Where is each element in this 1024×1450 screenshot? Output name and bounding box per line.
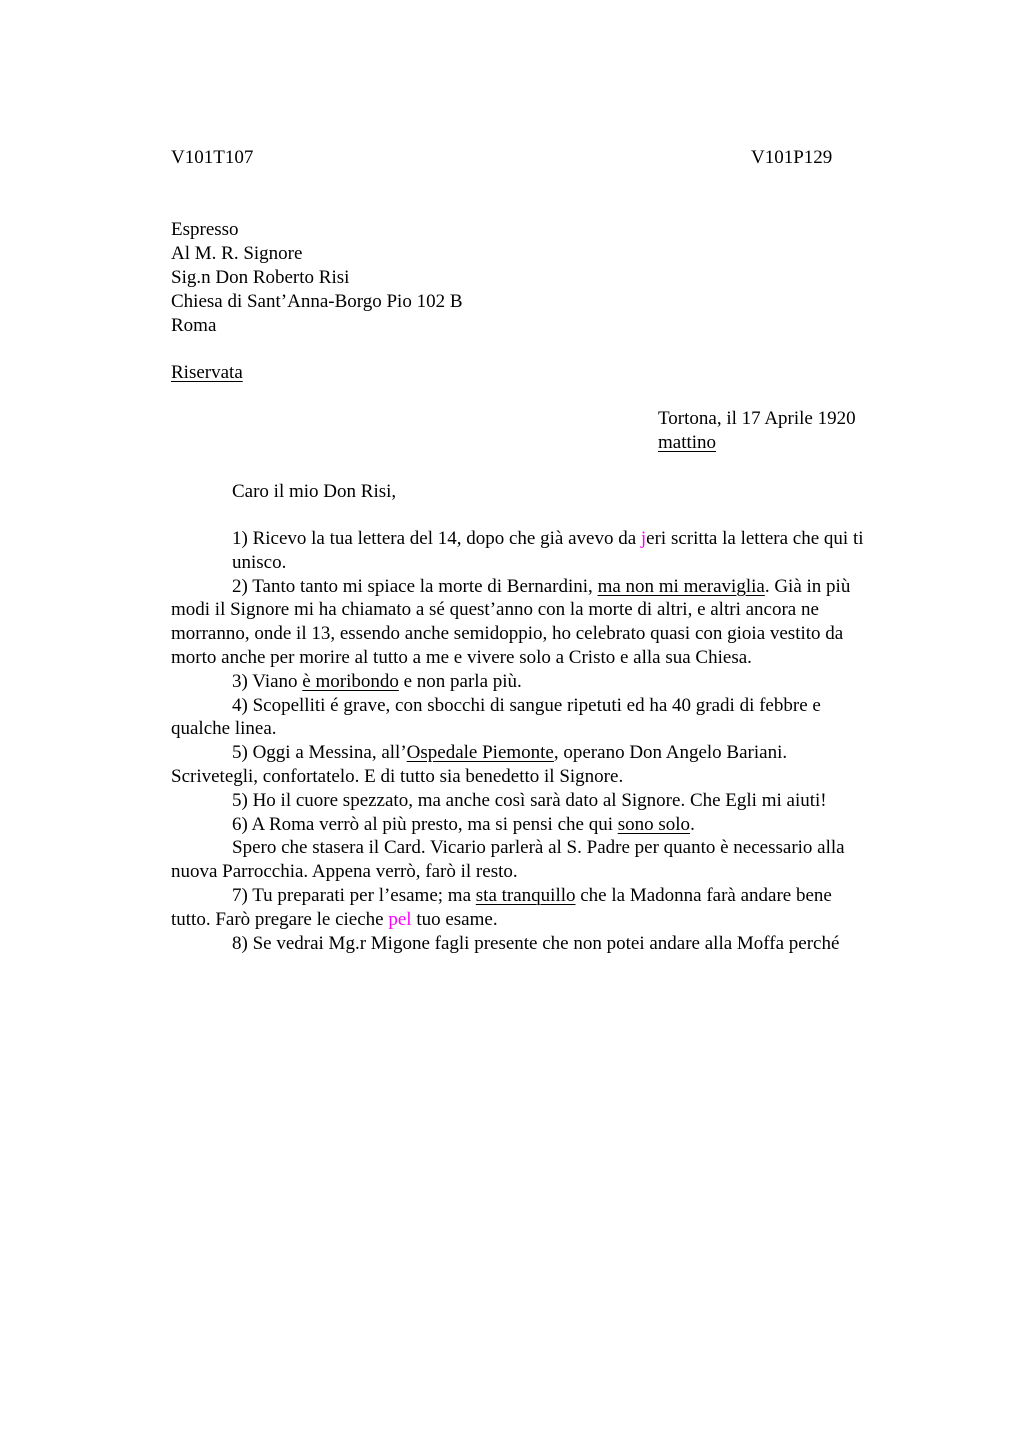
place-date: Tortona, il 17 Aprile 1920 [658, 408, 856, 429]
document-code-right: V101P129 [751, 147, 833, 168]
paragraph-2: 2) Tanto tanto mi spiace la morte di Bernardini, ma non mi meraviglia. Già in più [232, 575, 851, 597]
underlined-text: sta tranquillo [475, 884, 576, 906]
paragraph-7-line: tutto. Farò pregare le cieche pel tuo esame. [171, 908, 498, 930]
address-line: Al M. R. Signore [171, 243, 303, 264]
salutation: Caro il mio Don Risi, [232, 481, 397, 502]
confidential-marking: Riservata [171, 362, 243, 383]
underlined-text: Ospedale Piemonte [406, 742, 554, 764]
paragraph-7: 7) Tu preparati per l’esame; ma sta tranquillo che la Madonna farà andare bene [232, 884, 832, 906]
address-line: Chiesa di Sant’Anna-Borgo Pio 102 B [171, 291, 463, 312]
address-line: Sig.n Don Roberto Risi [171, 267, 350, 288]
paragraph-3: 3) Viano è moribondo e non parla più. [232, 670, 522, 692]
underlined-text: sono solo [617, 813, 691, 835]
address-line: Roma [171, 315, 217, 336]
paragraph-1: 1) Ricevo la tua lettera del 14, dopo che già avevo da jeri scritta la lettera che qui ti [232, 528, 864, 549]
dateline [658, 407, 856, 455]
paragraph-6b: Spero che stasera il Card. Vicario parlerà al S. Padre per quanto è necessario alla [232, 837, 845, 859]
highlighted-text: j [640, 528, 647, 549]
address-line: Espresso [171, 219, 239, 240]
paragraph-2-line: morto anche per morire al tutto a me e vivere solo a Cristo e alla sua Chiesa. [171, 646, 752, 668]
underlined-text: ma non mi meraviglia [597, 575, 765, 597]
underlined-text: è moribondo [302, 670, 399, 692]
paragraph-4-line: qualche linea. [171, 718, 277, 740]
time-of-day: mattino [658, 432, 717, 453]
paragraph-8: 8) Se vedrai Mg.r Migone fagli presente che non potei andare alla Moffa perché [232, 932, 840, 954]
paragraph-5b: 5) Ho il cuore spezzato, ma anche così sarà dato al Signore. Che Egli mi aiuti! [232, 789, 827, 811]
recipient-address [171, 218, 463, 338]
paragraph-1-continued: unisco. [232, 551, 287, 573]
paragraph-6b-line: nuova Parrocchia. Appena verrò, farò il resto. [171, 861, 518, 883]
paragraph-2-line: modi il Signore mi ha chiamato a sé quest’anno con la morte di altri, e altri ancora ne [171, 599, 819, 621]
paragraph-2-line: morranno, onde il 13, essendo anche semidoppio, ho celebrato quasi con gioia vestito da [171, 623, 844, 645]
paragraph-5: 5) Oggi a Messina, all’Ospedale Piemonte, operano Don Angelo Bariani. [232, 742, 788, 764]
letter-body [171, 527, 931, 955]
paragraph-5-line: Scrivetegli, confortatelo. E di tutto sia benedetto il Signore. [171, 765, 624, 787]
highlighted-text: pel [388, 908, 412, 930]
paragraph-6: 6) A Roma verrò al più presto, ma si pensi che qui sono solo. [232, 813, 695, 835]
paragraph-4: 4) Scopelliti é grave, con sbocchi di sangue ripetuti ed ha 40 gradi di febbre e [232, 694, 821, 716]
document-code-left: V101T107 [171, 147, 254, 168]
